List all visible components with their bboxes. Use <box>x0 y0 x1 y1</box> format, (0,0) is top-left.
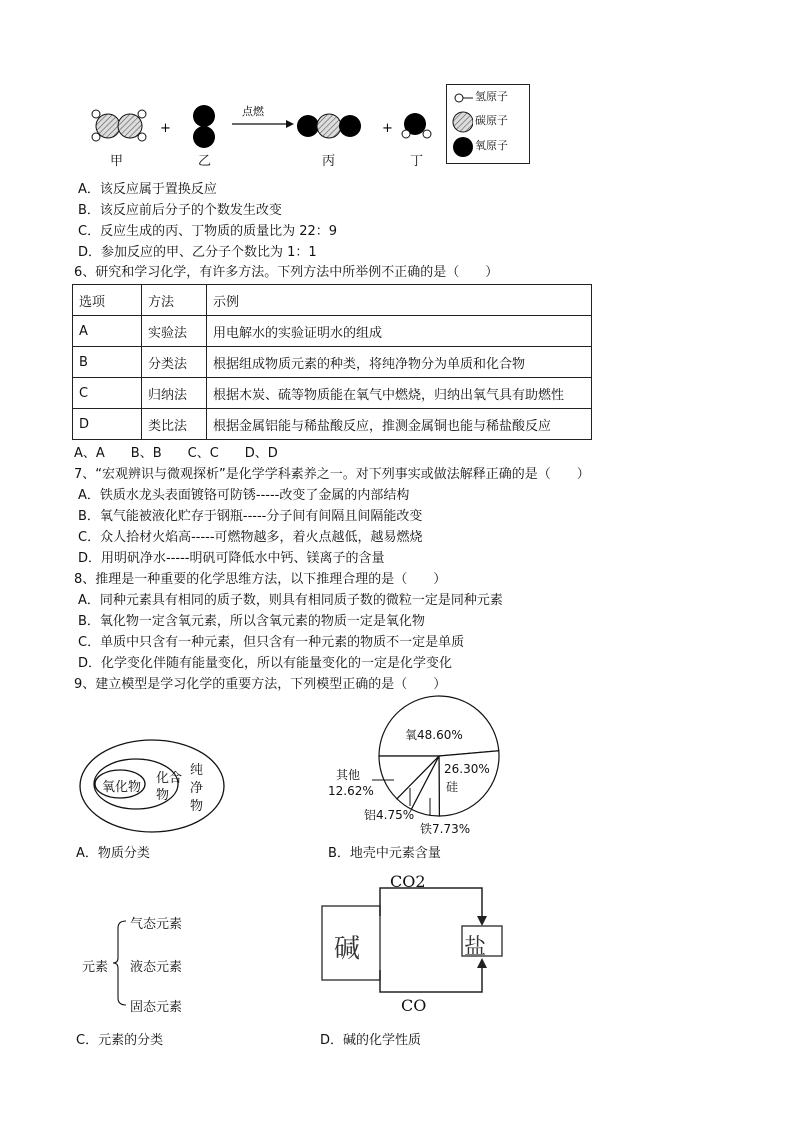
venn-middle-label: 化合物 <box>156 771 183 803</box>
q9-caption-a: A．物质分类 <box>76 846 150 861</box>
pie-label-silicon: 硅 <box>446 780 459 794</box>
q5-option-c: C．反应生成的丙、丁物质的质量比为 22：9 <box>78 224 338 239</box>
row-option: C <box>73 378 142 409</box>
base-diagram-left-label: 碱 <box>334 934 361 964</box>
q5-option-b: B．该反应前后分子的个数发生改变 <box>78 203 282 218</box>
q8-option-b: B．氧化物一定含氧元素，所以含氧元素的物质一定是氧化物 <box>78 614 425 629</box>
q5-option-a: A．该反应属于置换反应 <box>78 182 217 197</box>
table-row <box>73 378 592 409</box>
atom-legend <box>446 84 530 164</box>
header-example: 示例 <box>207 285 592 316</box>
tree-branch-solid: 固态元素 <box>130 1000 183 1015</box>
header-option: 选项 <box>73 285 142 316</box>
base-diagram-top-label: CO2 <box>390 872 426 891</box>
base-diagram-right-label: 盐 <box>464 935 487 960</box>
pie-label-silicon-pct: 26.30% <box>444 762 490 776</box>
q8-stem: 8、推理是一种重要的化学思维方法，以下推理合理的是（ ） <box>74 572 447 587</box>
pie-label-aluminum: 铝4.75% <box>364 808 415 822</box>
q6-table <box>72 284 592 440</box>
table-header-row <box>73 285 592 316</box>
q9-caption-b: B．地壳中元素含量 <box>328 846 441 861</box>
row-example: 用电解水的实验证明水的组成 <box>207 316 592 347</box>
q7-option-a: A．铁质水龙头表面镀铬可防锈-----改变了金属的内部结构 <box>78 488 410 503</box>
reaction-condition: 点燃 <box>242 105 264 118</box>
label-ding: 丁 <box>410 154 424 169</box>
tree-brace <box>112 918 128 1008</box>
table-row <box>73 347 592 378</box>
molecule-jia <box>92 110 146 141</box>
molecule-bing <box>297 114 361 138</box>
q8-option-c: C．单质中只含有一种元素，但只含有一种元素的物质不一定是单质 <box>78 635 465 650</box>
header-method: 方法 <box>142 285 207 316</box>
venn-diagram <box>78 738 228 834</box>
label-yi: 乙 <box>198 154 212 169</box>
tree-branch-gas: 气态元素 <box>130 917 183 932</box>
pie-label-other-pct: 12.62% <box>328 784 374 798</box>
pie-leader-lines <box>370 770 440 820</box>
row-method: 分类法 <box>142 347 207 378</box>
venn-outer-label: 纯净物 <box>190 763 204 814</box>
q7-option-b: B．氧气能被液化贮存于钢瓶-----分子间有间隔且间隔能改变 <box>78 509 423 524</box>
legend-oxygen: 氧原子 <box>475 139 508 152</box>
q9-caption-d: D．碱的化学性质 <box>320 1033 422 1048</box>
pie-label-iron: 铁7.73% <box>420 822 471 836</box>
row-method: 类比法 <box>142 409 207 440</box>
q6-choices: A、A B、B C、C D、D <box>74 446 278 461</box>
row-option: D <box>73 409 142 440</box>
molecule-yi <box>193 105 215 148</box>
q8-option-d: D．化学变化伴随有能量变化，所以有能量变化的一定是化学变化 <box>78 656 453 671</box>
tree-root: 元素 <box>82 960 109 975</box>
legend-hydrogen: 氢原子 <box>475 90 508 103</box>
plus-sign-2: + <box>382 121 393 136</box>
legend-carbon: 碳原子 <box>475 114 508 127</box>
row-option: B <box>73 347 142 378</box>
row-example: 根据金属铝能与稀盐酸反应，推测金属铜也能与稀盐酸反应 <box>207 409 592 440</box>
q6-stem: 6、研究和学习化学，有许多方法。下列方法中所举例不正确的是（ ） <box>74 265 499 280</box>
q7-option-c: C．众人拾材火焰高-----可燃物越多，着火点越低，越易燃烧 <box>78 530 423 545</box>
row-method: 归纳法 <box>142 378 207 409</box>
tree-branch-liquid: 液态元素 <box>130 960 183 975</box>
reaction-diagram <box>80 90 440 170</box>
row-example: 根据木炭、硫等物质能在氧气中燃烧，归纳出氧气具有助燃性 <box>207 378 592 409</box>
plus-sign-1: + <box>160 121 171 136</box>
label-bing: 丙 <box>322 154 336 169</box>
q5-option-d: D．参加反应的甲、乙分子个数比为 1：1 <box>78 245 317 260</box>
q8-option-a: A．同种元素具有相同的质子数，则具有相同质子数的微粒一定是同种元素 <box>78 593 503 608</box>
table-row <box>73 316 592 347</box>
table-row <box>73 409 592 440</box>
label-jia: 甲 <box>110 154 124 169</box>
q7-option-d: D．用明矾净水-----明矾可降低水中钙、镁离子的含量 <box>78 551 385 566</box>
q9-stem: 9、建立模型是学习化学的重要方法，下列模型正确的是（ ） <box>74 677 447 692</box>
row-example: 根据组成物质元素的种类，将纯净物分为单质和化合物 <box>207 347 592 378</box>
q7-stem: 7、“宏观辨识与微观探析”是化学学科素养之一。对下列事实或做法解释正确的是（ ） <box>74 467 590 482</box>
molecule-ding <box>402 113 431 138</box>
pie-label-other: 其他 <box>336 768 361 782</box>
row-method: 实验法 <box>142 316 207 347</box>
row-option: A <box>73 316 142 347</box>
pie-label-oxygen: 氧48.60% <box>405 728 463 742</box>
q9-caption-c: C．元素的分类 <box>76 1033 164 1048</box>
base-diagram-bottom-label: CO <box>401 996 427 1015</box>
venn-inner-label: 氧化物 <box>102 780 142 795</box>
